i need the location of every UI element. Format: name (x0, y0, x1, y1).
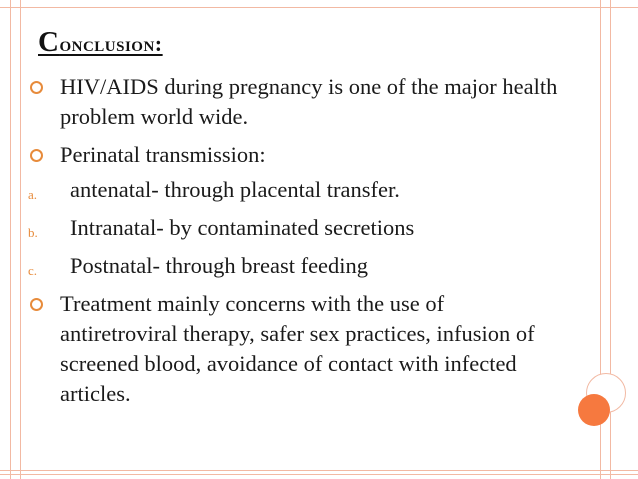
sub-list-item (28, 213, 558, 243)
bullet-item (28, 72, 558, 132)
bullet-text: Treatment mainly concerns with the use of antiretroviral therapy, safer sex practices, infusion of screened blood, avoidance of contact with infected articles. (60, 291, 535, 406)
sub-list-text: antenatal- through placental transfer. (70, 177, 400, 202)
sub-list-item (28, 251, 558, 281)
border-line-bottom-inner (0, 474, 638, 475)
decorative-circle-orange (578, 394, 610, 426)
border-line-left-inner (20, 0, 21, 479)
slide-title (38, 26, 163, 59)
sub-list-text: Postnatal- through breast feeding (70, 253, 369, 278)
circle-bullet-icon (30, 298, 43, 311)
slide-title-first-letter: C (38, 26, 60, 58)
bullet-item (28, 140, 558, 170)
sub-list-marker: b. (28, 225, 38, 240)
border-line-top-outer (0, 7, 638, 8)
border-line-bottom-outer (0, 470, 638, 471)
slide-title-rest: onclusion: (59, 31, 163, 56)
slide-content (28, 72, 558, 417)
bullet-text: Perinatal transmission: (60, 142, 266, 167)
circle-bullet-icon (30, 149, 43, 162)
sub-list-text: Intranatal- by contaminated secretions (70, 215, 415, 240)
sub-list-item (28, 175, 558, 205)
sub-list-marker: a. (28, 187, 38, 202)
sub-list-marker: c. (28, 263, 38, 278)
bullet-item (28, 289, 558, 409)
circle-bullet-icon (30, 81, 43, 94)
border-line-left-outer (10, 0, 11, 479)
bullet-text: HIV/AIDS during pregnancy is one of the major health problem world wide. (60, 74, 558, 129)
